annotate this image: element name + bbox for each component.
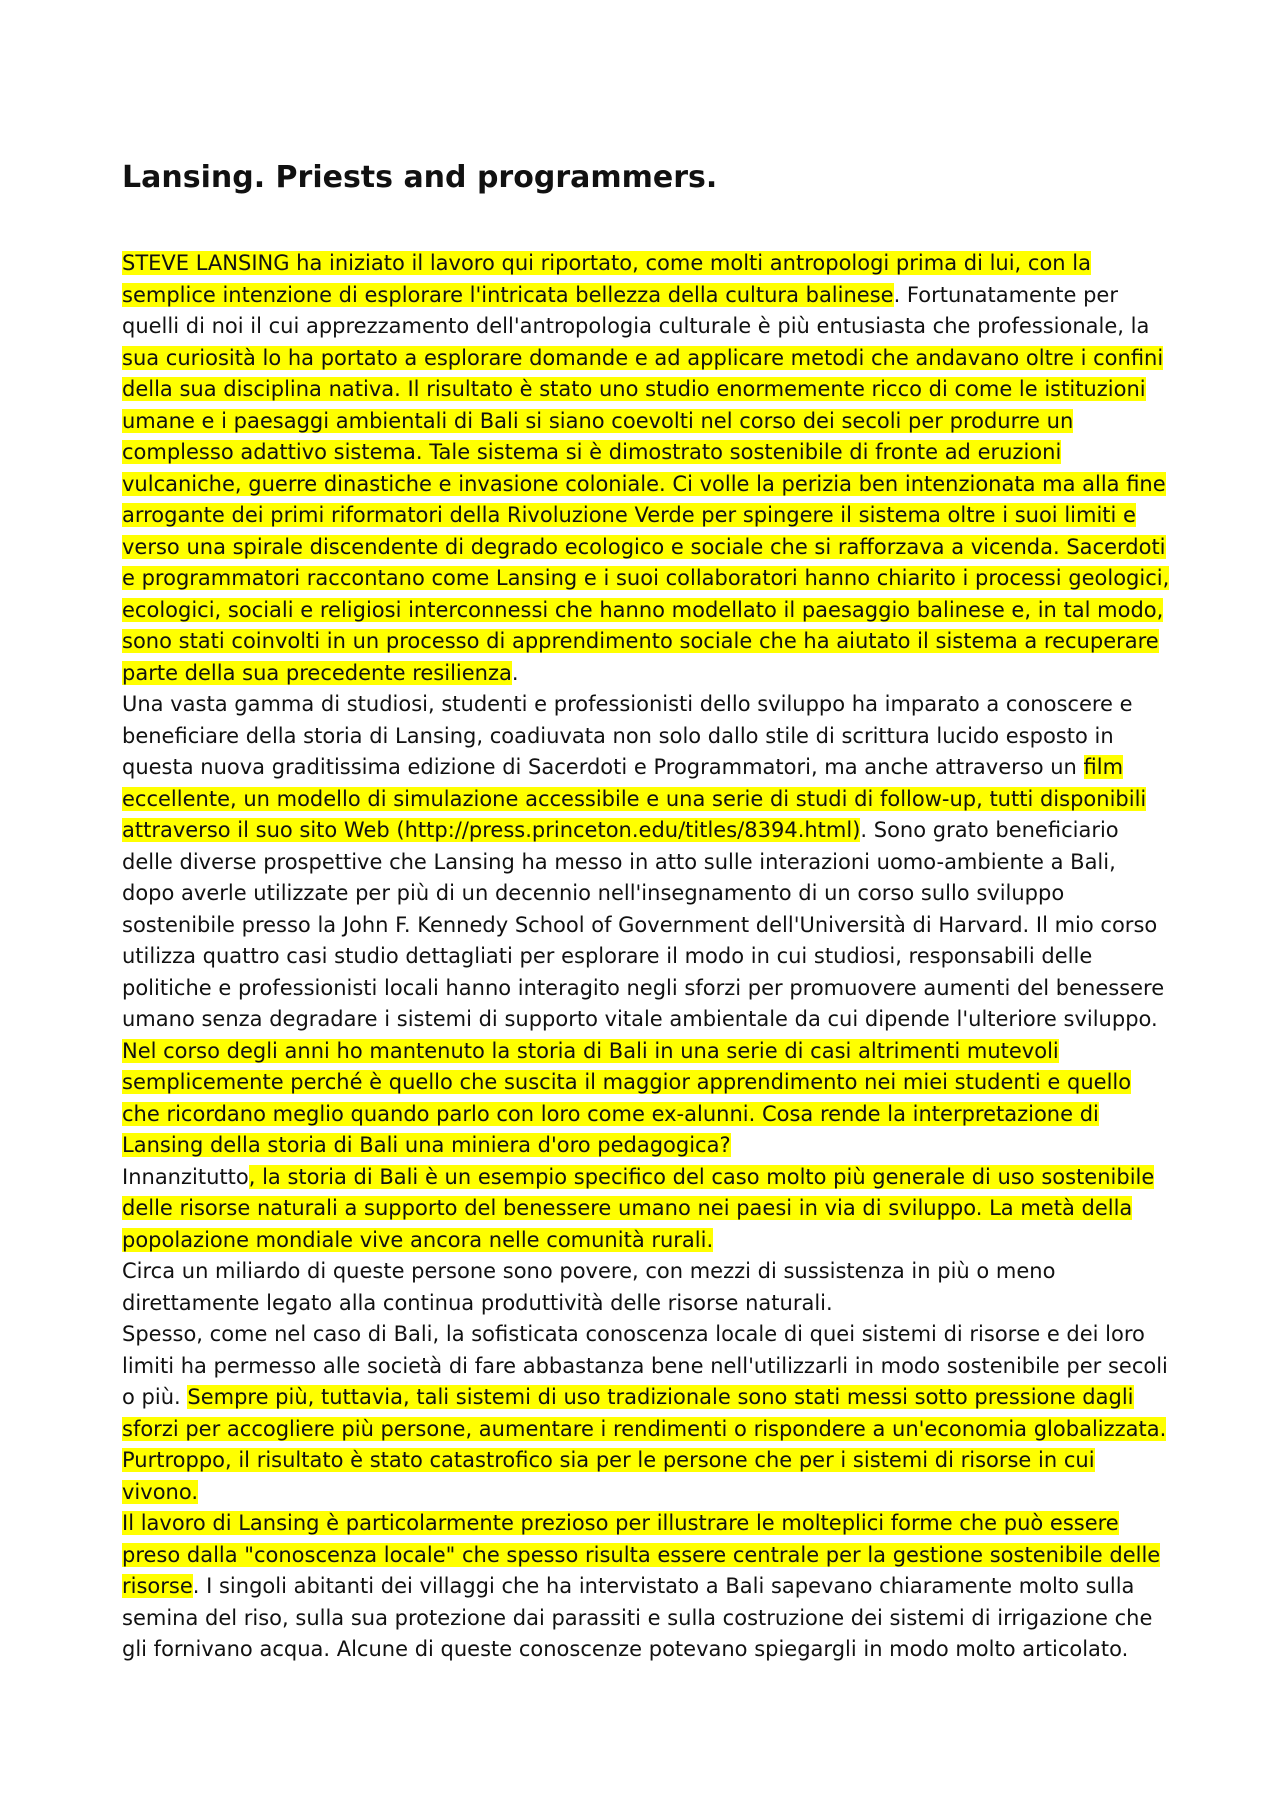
highlighted-text: Sempre più, tuttavia, tali sistemi di uso tradizionale sono stati messi sotto pressione dagli sforzi per accogliere più persone, aumentare i rendimenti o rispondere a un'economia globalizzata. Purtroppo, il risultato è stato catastrofico sia per le persone che per i sistemi di risorse in cui vivono. [122,1385,1167,1504]
document-title: Lansing. Priests and programmers. [122,160,718,195]
plain-text: . I singoli abitanti dei villaggi che ha intervistato a Bali sapevano chiaramente molto sulla semina del riso, sulla sua protezione dai parassiti e sulla costruzione dei sistemi di irrigazione che gli fornivano acqua. Alcune di queste conoscenze potevano spiegargli in modo molto articolato. [122,1574,1153,1661]
plain-text: Innanzitutto [122,1164,249,1189]
paragraph [122,1508,1174,1666]
paragraph [122,1256,1174,1319]
highlighted-text: , la storia di Bali è un esempio specifico del caso molto più generale di uso sostenibile delle risorse naturali a supporto del benessere umano nei paesi in via di sviluppo. La metà della popolazione mondiale vive ancora nelle comunità rurali. [122,1164,1155,1252]
plain-text: . Sono grato beneficiario delle diverse prospettive che Lansing ha messo in atto sulle interazioni uomo-ambiente a Bali, dopo averle utilizzate per più di un decennio nell'insegnamento di un corso sullo sviluppo sostenibile presso la John F. Kennedy School of Government dell'Università di Harvard. Il mio corso utilizza quattro casi studio dettagliati per esplorare il modo in cui studiosi, responsabili delle politiche e professionisti locali hanno interagito negli sforzi per promuovere aumenti del benessere umano senza degradare i sistemi di supporto vitale ambientale da cui dipende l'ulteriore sviluppo. [122,818,1165,1031]
highlighted-text: film eccellente, un modello di simulazione accessibile e una serie di studi di follow-up, tutti disponibili attraverso il suo sito Web (http://press.princeton.edu/titles/8394.html) [122,755,1147,842]
paragraph [122,1162,1174,1257]
plain-text: . [511,660,519,685]
document-body [122,248,1174,1666]
plain-text: Circa un miliardo di queste persone sono povere, con mezzi di sussistenza in più o meno direttamente legato alla continua produttività delle risorse naturali. [122,1259,1056,1315]
plain-text: Spesso, come nel caso di Bali, la sofisticata conoscenza locale di quei sistemi di risorse e dei loro limiti ha permesso alle società di fare abbastanza bene nell'utilizzarli in modo sostenibile per secoli o più. [122,1322,1168,1409]
paragraph [122,1319,1174,1508]
highlighted-text: STEVE LANSING ha iniziato il lavoro qui riportato, come molti antropologi prima di lui, con la semplice intenzione di esplorare l'intricata bellezza della cultura balinese [122,251,1091,307]
highlighted-text: sua curiosità lo ha portato a esplorare domande e ad applicare metodi che andavano oltre i confini della sua disciplina nativa. Il risultato è stato uno studio enormemente ricco di come le istituzioni umane e i paesaggi ambientali di Bali si siano coevolti nel corso dei secoli per produrre un complesso adattivo sistema. Tale sistema si è dimostrato sostenibile di fronte ad eruzioni vulcaniche, guerre dinastiche e invasione coloniale. Ci volle la perizia ben intenzionata ma alla fine arrogante dei primi riformatori della Rivoluzione Verde per spingere il sistema oltre i suoi limiti e verso una spirale discendente di degrado ecologico e sociale che si rafforzava a vicenda. Sacerdoti e programmatori raccontano come Lansing e i suoi collaboratori hanno chiarito i processi geologici, ecologici, sociali e religiosi interconnessi che hanno modellato il paesaggio balinese e, in tal modo, sono stati coinvolti in un processo di apprendimento sociale che ha aiutato il sistema a recuperare parte della sua precedente resilienza [122,345,1170,685]
plain-text: . Fortunatamente per quelli di noi il cui apprezzamento dell'antropologia culturale è più entusiasta che professionale, la [122,282,1150,338]
plain-text: Una vasta gamma di studiosi, studenti e professionisti dello sviluppo ha imparato a conoscere e beneficiare della storia di Lansing, coadiuvata non solo dallo stile di scrittura lucido esposto in questa nuova graditissima edizione di Sacerdoti e Programmatori, ma anche attraverso un [122,692,1133,779]
highlighted-text: Il lavoro di Lansing è particolarmente prezioso per illustrare le molteplici forme che può essere preso dalla "conoscenza locale" che spesso risulta essere centrale per la gestione sostenibile delle risorse [122,1511,1161,1598]
paragraph [122,248,1174,689]
highlighted-text: Nel corso degli anni ho mantenuto la storia di Bali in una serie di casi altrimenti mutevoli semplicemente perché è quello che suscita il maggior apprendimento nei miei studenti e quello che ricordano meglio quando parlo con loro come ex-alunni. Cosa rende la interpretazione di Lansing della storia di Bali una miniera d'oro pedagogica? [122,1038,1132,1157]
paragraph [122,689,1174,1162]
